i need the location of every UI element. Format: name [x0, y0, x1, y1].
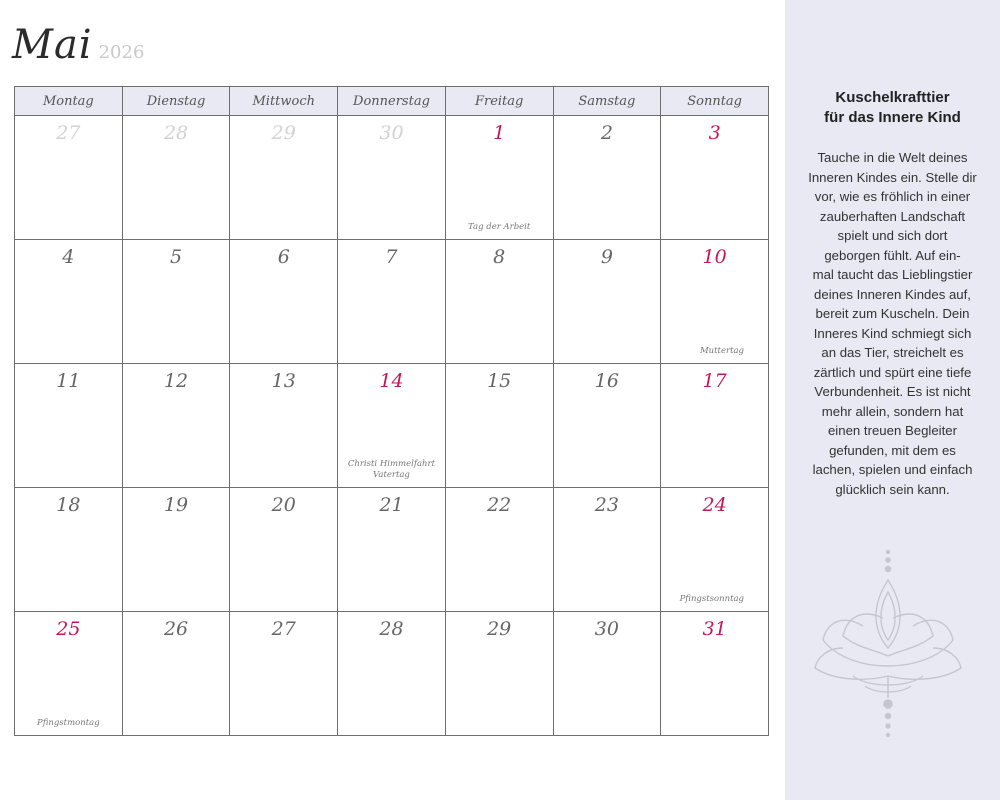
day-cell [122, 116, 230, 240]
week-row [15, 488, 769, 612]
day-cell [661, 488, 769, 612]
day-number: 22 [487, 494, 512, 516]
sidebar-text-line: Tauche in die Welt deines [817, 150, 968, 165]
calendar-title [12, 22, 144, 72]
day-number: 26 [163, 618, 189, 640]
day-number: 28 [163, 122, 189, 144]
day-number: 3 [708, 122, 721, 144]
day-cell [122, 364, 230, 488]
day-cell [338, 364, 446, 488]
day-number: 4 [62, 246, 75, 268]
holiday-label: Pfingstsonntag [679, 594, 744, 604]
day-cell [15, 488, 123, 612]
day-cell [230, 612, 338, 736]
day-number: 16 [594, 370, 619, 392]
sidebar-text-line: gefunden, mit dem es [829, 442, 956, 458]
sidebar-title-line: Kuschelkrafttier [835, 89, 950, 106]
weekday-header: Sonntag [661, 87, 769, 116]
sidebar-title-line: für das Innere Kind [824, 109, 961, 126]
day-cell [15, 364, 123, 488]
day-cell [15, 240, 123, 364]
holiday-label: Muttertag [699, 346, 744, 356]
day-cell [122, 240, 230, 364]
day-number: 14 [379, 370, 404, 392]
sidebar-text-line: geborgen fühlt. Auf ein- [824, 247, 961, 263]
calendar-weeks [15, 116, 769, 736]
month-name: Mai [12, 22, 93, 68]
day-number: 19 [163, 494, 189, 516]
day-number: 21 [379, 494, 404, 516]
week-row [15, 364, 769, 488]
day-cell [230, 488, 338, 612]
day-cell [445, 364, 553, 488]
day-cell [230, 364, 338, 488]
sidebar-title [785, 88, 1000, 128]
day-cell [661, 116, 769, 240]
day-number: 6 [277, 246, 290, 268]
day-number: 23 [594, 494, 619, 516]
day-cell [122, 612, 230, 736]
day-cell [661, 612, 769, 736]
week-row [15, 240, 769, 364]
day-number: 5 [170, 246, 183, 268]
weekday-header: Samstag [553, 87, 661, 116]
weekday-header-row [15, 87, 769, 116]
day-number: 1 [493, 122, 506, 144]
sidebar-text-line: einen treuen Begleiter [827, 423, 958, 438]
day-number: 13 [271, 370, 296, 392]
day-cell [553, 240, 661, 364]
sidebar-text-line: deines Inneren Kindes auf, [814, 286, 971, 302]
sidebar-text-line: lachen, spielen und einfach [812, 462, 973, 477]
day-number: 29 [271, 122, 296, 144]
weekday-header: Donnerstag [338, 87, 446, 116]
week-row [15, 612, 769, 736]
day-cell [338, 240, 446, 364]
day-cell [445, 612, 553, 736]
day-cell [553, 488, 661, 612]
sidebar-text-line: mehr allein, sondern hat [821, 403, 964, 419]
day-cell [338, 116, 446, 240]
day-cell [445, 488, 553, 612]
day-number: 30 [379, 122, 404, 144]
day-number: 28 [379, 618, 404, 640]
sidebar-text-line: Verbundenheit. Es ist nicht [814, 384, 971, 399]
day-number: 11 [56, 370, 81, 392]
day-number: 25 [56, 618, 81, 640]
day-cell [122, 488, 230, 612]
day-number: 9 [600, 246, 613, 268]
day-number: 27 [271, 618, 296, 640]
sidebar-text-line: an das Tier, streichelt es [821, 345, 964, 360]
day-number: 20 [271, 494, 296, 516]
day-number: 31 [702, 618, 727, 640]
sidebar-text-line: bereit zum Kuscheln. Dein [815, 306, 970, 321]
holiday-label: Christi Himmelfahrt Vatertag [347, 459, 436, 480]
weekday-header: Freitag [445, 87, 553, 116]
day-cell [230, 116, 338, 240]
holiday-label: Pfingstmontag [37, 718, 100, 728]
day-cell [445, 116, 553, 240]
day-cell [445, 240, 553, 364]
month-calendar-grid [14, 86, 769, 736]
day-cell [338, 612, 446, 736]
sidebar-text-line: Inneren Kindes ein. Stelle dir [808, 169, 977, 185]
sidebar-text [793, 148, 992, 499]
day-number: 18 [56, 494, 81, 516]
weekday-header: Dienstag [122, 87, 230, 116]
day-cell [553, 612, 661, 736]
day-number: 10 [702, 246, 727, 268]
weekday-header: Montag [15, 87, 123, 116]
sidebar-text-line: mal taucht das Lieblingstier [812, 267, 973, 282]
day-cell [661, 240, 769, 364]
sidebar-text-line: zauberhaften Landschaft [819, 208, 966, 224]
day-cell [661, 364, 769, 488]
day-number: 7 [385, 246, 398, 268]
day-number: 2 [600, 122, 613, 144]
sidebar-text-line: glücklich sein kann. [835, 481, 950, 497]
day-number: 24 [702, 494, 727, 516]
day-cell [230, 240, 338, 364]
day-cell [338, 488, 446, 612]
day-number: 29 [487, 618, 512, 640]
weekday-header: Mittwoch [230, 87, 338, 116]
week-row [15, 116, 769, 240]
day-number: 12 [163, 370, 189, 392]
sidebar-text-line: spielt und sich dort [837, 228, 948, 243]
sidebar-text-line: zärtlich und spürt eine tiefe [813, 364, 972, 380]
sidebar-text-line: vor, wie es fröhlich in einer [814, 189, 971, 204]
day-number: 17 [702, 370, 727, 392]
day-cell [553, 116, 661, 240]
day-number: 8 [493, 246, 506, 268]
lotus-ornament-icon [813, 548, 963, 768]
sidebar-panel [785, 0, 1000, 800]
holiday-label: Tag der Arbeit [468, 222, 531, 232]
sidebar-text-line: Inneres Kind schmiegt sich [813, 325, 972, 341]
day-number: 30 [594, 618, 619, 640]
day-cell [15, 116, 123, 240]
day-number: 27 [56, 122, 81, 144]
year-label: 2026 [98, 42, 145, 63]
day-cell [15, 612, 123, 736]
day-number: 15 [487, 370, 512, 392]
day-cell [553, 364, 661, 488]
